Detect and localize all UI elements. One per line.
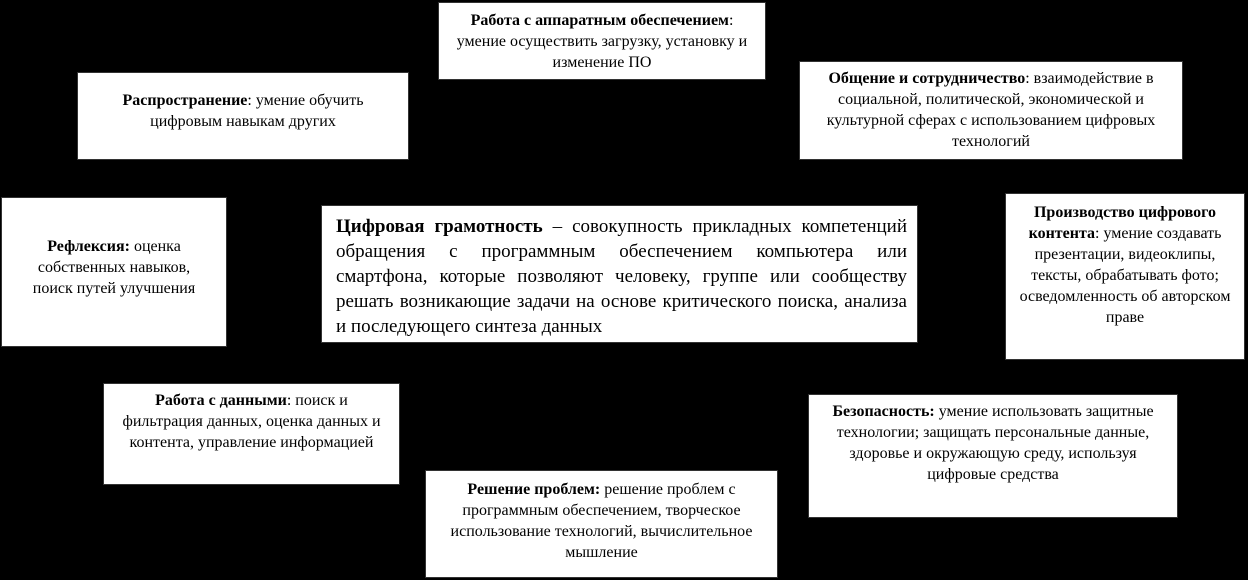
node-production-title: Производство цифрового контента xyxy=(1028,204,1217,242)
center-term: Цифровая грамотность xyxy=(336,216,543,237)
node-data-title: Работа с данными xyxy=(155,392,287,409)
node-security-title: Безопасность: xyxy=(832,403,935,420)
node-production-text: : умение создавать презентации, видеоклипы, тексты, обрабатывать фото; осведомленность об авторском праве xyxy=(1019,225,1231,326)
node-problems-title: Решение проблем: xyxy=(467,481,601,498)
node-spread-text: : умение обучить цифровым навыкам других xyxy=(150,92,364,130)
node-spread-title: Распространение xyxy=(122,92,248,109)
node-communication-text: : взаимодействие в социальной, политической, экономической и культурной сферах с использованием цифровых технологий xyxy=(826,70,1156,150)
node-reflection xyxy=(1,197,227,347)
node-production xyxy=(1005,193,1245,360)
node-spread xyxy=(77,72,409,160)
node-hardware-title: Работа с аппаратным обеспечением xyxy=(470,12,729,29)
node-problems-text: решение проблем с программным обеспечением, творческое использование технологий, вычислительное мышление xyxy=(450,481,753,561)
node-data xyxy=(103,383,400,485)
node-reflection-text: оценка собственных навыков, поиск путей улучшения xyxy=(32,238,196,297)
node-security-text: умение использовать защитные технологии; защищать персональные данные, здоровье и окружающую среду, используя цифровые средства xyxy=(836,403,1154,483)
center-definition-text: – совокупность прикладных компетенций обращения с программным обеспечением компьютера или смартфона, которые позволяют человеку, группе или сообществу решать возникающие задачи на основе критического поиска, анализа и последующего синтеза данных xyxy=(336,216,907,337)
node-security xyxy=(808,394,1178,518)
node-communication xyxy=(799,61,1183,160)
node-communication-title: Общение и сотрудничество xyxy=(828,70,1026,87)
node-hardware xyxy=(438,2,766,80)
node-hardware-text: : умение осуществить загрузку, установку и изменение ПО xyxy=(456,12,748,71)
center-definition xyxy=(321,205,918,343)
node-reflection-title: Рефлексия: xyxy=(47,238,130,255)
node-problems xyxy=(425,470,778,578)
node-data-text: : поиск и фильтрация данных, оценка данных и контента, управление информацией xyxy=(122,392,381,451)
